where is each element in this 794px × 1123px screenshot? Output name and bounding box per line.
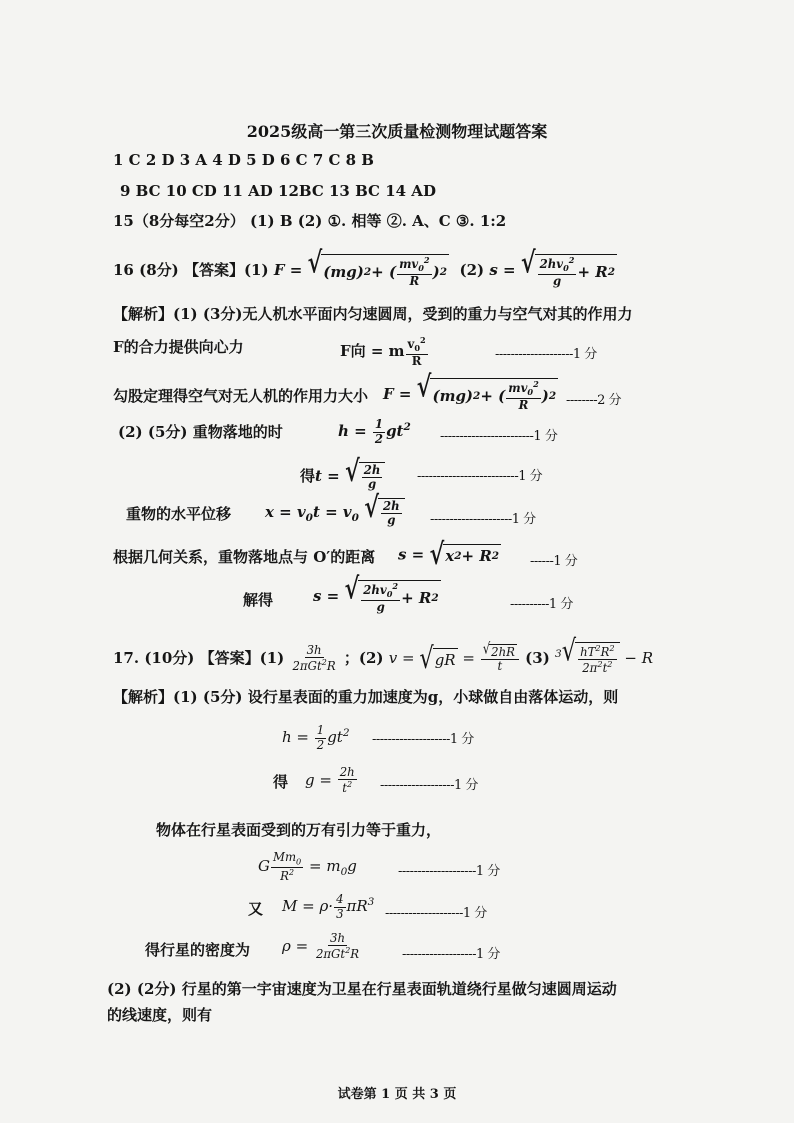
page-title: 2025级高一第三次质量检测物理试题答案 [246, 122, 548, 141]
q16-part2-label: (2) [459, 261, 485, 280]
q17-analysis-line-1: 【解析】(1) (5分) 设行星表面的重力加速度为g，小球做自由落体运动，则 [113, 688, 619, 706]
q16-points-4: --------------------------1 分 [417, 469, 543, 484]
q16-analysis-line-1: 【解析】(1) (3分)无人机水平面内匀速圆周，受到的重力与空气对其的作用力 [113, 305, 633, 323]
q16-result-text: 解得 [243, 591, 274, 609]
q17-part2-line-2: 的线速度，则有 [107, 1006, 213, 1024]
q16-pythag-formula: F = √ (mg) 2 + ( $\frac{mv_0^2}{R}$ ) 2 [383, 370, 557, 412]
q16-geo-text: 根据几何关系，重物落地点与 O′的距离 [113, 548, 376, 566]
q17-label: 17. (10分) 【答案】(1) [113, 648, 285, 667]
q17-density-text: 得行星的密度为 [145, 941, 251, 959]
q17-gravity-text: 物体在行星表面受到的万有引力等于重力， [156, 821, 442, 839]
q16-points-2: --------2 分 [566, 393, 622, 408]
q16-points-6: ------1 分 [530, 554, 578, 569]
q16-fall-formula: h = $\frac{1}{2}$ $gt^2$ [338, 417, 411, 446]
q17-fall-formula: h = $\frac{1}{2}$ $gt^2$ [282, 723, 350, 752]
q16-time-formula: 得t = √ $\frac{2h}{g}$ [300, 462, 385, 492]
q16-centripetal-formula: F向 = m $\frac{v_0^2}{R}$ [340, 335, 426, 368]
q16-geo-formula: s = √ x 2 + R 2 [398, 538, 500, 572]
q17-you-label: 又 [248, 900, 264, 918]
page-footer: 试卷第 1 页 共 3 页 [337, 1087, 457, 1102]
q17-points-5: -------------------1 分 [402, 947, 500, 962]
q17-part3-label: (3) [525, 648, 550, 667]
q16-horiz-text: 重物的水平位移 [126, 505, 232, 523]
q17-part2-line-1: (2) (2分) 行星的第一宇宙速度为卫星在行星表面轨道绕行星做匀速圆周运动 [107, 980, 617, 998]
q16-horiz-formula: $x = v_0t = v_0$ √ $\frac{2h}{g}$ [265, 498, 405, 528]
q17-points-1: --------------------1 分 [372, 732, 474, 747]
q15-answer: 15（8分每空2分） (1) B (2) ①. 相等 ②. A、C ③. 1:2 [113, 212, 507, 230]
q17-part2-label: ；(2) [343, 648, 384, 667]
mc-answers-row-2: 9 BC 10 CD 11 AD 12BC 13 BC 14 AD [120, 182, 436, 200]
q17-points-3: --------------------1 分 [398, 864, 500, 879]
mc-answers-row-1: 1 C 2 D 3 A 4 D 5 D 6 C 7 C 8 B [113, 151, 374, 169]
q16-pythag-text: 勾股定理得空气对无人机的作用力大小 [113, 387, 369, 405]
q16-part2-text: (2) (5分) 重物落地的时 [118, 423, 283, 441]
q17-density-formula: ρ = $\frac{3h}{2\pi Gt^2R}$ [282, 931, 360, 962]
q16-points-5: ---------------------1 分 [430, 512, 536, 527]
q16-points-1: --------------------1 分 [495, 347, 597, 362]
q17-answer-line: 17. (10分) 【答案】(1) $\frac{3h}{2\pi Gt^2R}$ ；(2) v = √ gR = √ 2hR t (3) $^3$ √ $\frac{hT^2R^2}{2\pi^2t^2}$ − R [113, 634, 654, 676]
q16-analysis-line-2: F的合力提供向心力 [113, 338, 244, 356]
q16-points-3: ------------------------1 分 [440, 429, 558, 444]
q16-label: 16 (8分) 【答案】(1) [113, 261, 269, 280]
q16-answer-line [113, 246, 617, 288]
q17-g-formula: g = $\frac{2h}{t^2}$ [305, 765, 355, 796]
q16-formula-2: s = √ $\frac{2hv_0^2}{g}$ + R 2 [489, 246, 616, 288]
q16-result-formula: s = √ $\frac{2hv_0^2}{g}$ + R 2 [313, 572, 439, 614]
q16-formula-1: F = √ (mg) 2 + ( $\frac{mv_0^2}{R}$ ) 2 [273, 246, 448, 288]
q17-points-2: -------------------1 分 [380, 778, 478, 793]
q17-mass-formula: M = ρ· $\frac{4}{3}$ $\pi R^3$ [282, 892, 375, 921]
q17-de-label: 得 [273, 773, 289, 791]
q17-gravity-formula: G $\frac{Mm_0}{R^2}$ = $m_0g$ [258, 850, 357, 883]
q17-points-4: --------------------1 分 [385, 906, 487, 921]
q16-points-7: ----------1 分 [510, 597, 573, 612]
